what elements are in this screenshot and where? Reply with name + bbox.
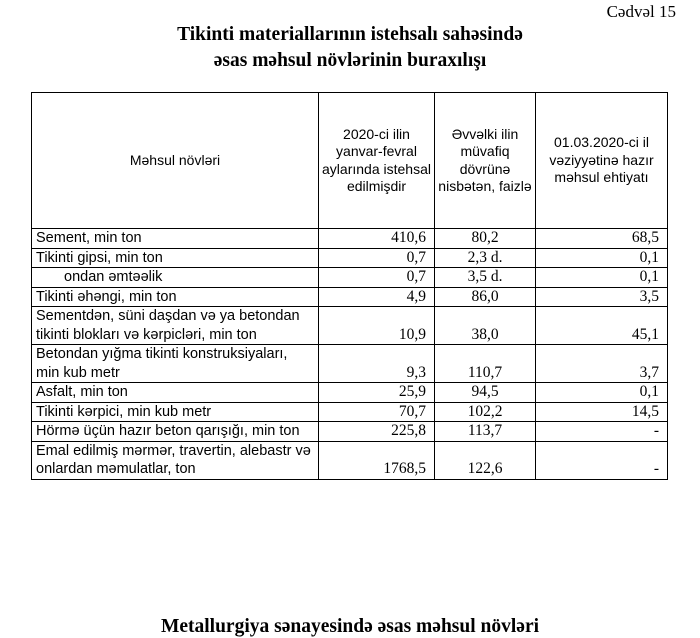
row-stock: 3,5 — [536, 287, 668, 307]
row-stock: 0,1 — [536, 383, 668, 403]
row-name: Emal edilmiş mərmər, travertin, alebastr və onlardan məmulatlar, ton — [32, 441, 319, 479]
row-produced: 10,9 — [319, 307, 435, 345]
table-row — [32, 383, 668, 403]
row-percent: 94,5 — [435, 383, 536, 403]
row-produced: 410,6 — [319, 229, 435, 249]
table-row — [32, 402, 668, 422]
row-percent: 2,3 d. — [435, 248, 536, 268]
row-percent: 38,0 — [435, 307, 536, 345]
production-table — [31, 92, 668, 480]
row-name: Tikinti gipsi, min ton — [32, 248, 319, 268]
table-title — [0, 22, 700, 74]
row-name: Tikinti kərpici, min kub metr — [32, 402, 319, 422]
row-percent: 3,5 d. — [435, 268, 536, 288]
row-stock: 68,5 — [536, 229, 668, 249]
row-percent: 86,0 — [435, 287, 536, 307]
header-produced: 2020-ci ilin yanvar-fevral aylarında istehsal edilmişdir — [319, 93, 435, 229]
header-product-types: Məhsul növləri — [32, 93, 319, 229]
row-produced: 70,7 — [319, 402, 435, 422]
row-stock: - — [536, 441, 668, 479]
row-name: Hörmə üçün hazır beton qarışığı, min ton — [32, 422, 319, 442]
row-percent: 80,2 — [435, 229, 536, 249]
row-stock: 14,5 — [536, 402, 668, 422]
row-produced: 225,8 — [319, 422, 435, 442]
row-name: Asfalt, min ton — [32, 383, 319, 403]
row-percent: 122,6 — [435, 441, 536, 479]
table-row — [32, 345, 668, 383]
row-produced: 9,3 — [319, 345, 435, 383]
table-row — [32, 229, 668, 249]
row-name: Tikinti əhəngi, min ton — [32, 287, 319, 307]
row-percent: 113,7 — [435, 422, 536, 442]
row-stock: - — [536, 422, 668, 442]
table-row — [32, 422, 668, 442]
row-name: Betondan yığma tikinti konstruksiyaları, min kub metr — [32, 345, 319, 383]
row-name: ondan əmtəəlik — [32, 268, 319, 288]
header-stock: 01.03.2020-ci il vəziyyətinə hazır məhsul ehtiyatı — [536, 93, 668, 229]
row-produced: 0,7 — [319, 248, 435, 268]
table-row — [32, 441, 668, 479]
row-name: Sement, min ton — [32, 229, 319, 249]
title-line-1: Tikinti materiallarının istehsalı sahəsində — [177, 24, 523, 45]
row-percent: 102,2 — [435, 402, 536, 422]
row-stock: 0,1 — [536, 268, 668, 288]
table-row — [32, 287, 668, 307]
table-row — [32, 268, 668, 288]
title-line-2: əsas məhsul növlərinin buraxılışı — [213, 50, 487, 71]
header-percent: Əvvəlki ilin müvafiq dövrünə nisbətən, faizlə — [435, 93, 536, 229]
table-row — [32, 307, 668, 345]
row-produced: 0,7 — [319, 268, 435, 288]
table-header-row — [32, 93, 668, 229]
row-percent: 110,7 — [435, 345, 536, 383]
row-stock: 0,1 — [536, 248, 668, 268]
table-number-label: Cədvəl 15 — [606, 2, 676, 21]
row-produced: 4,9 — [319, 287, 435, 307]
row-name: Sementdən, süni daşdan və ya betondan tikinti blokları və kərpicləri, min ton — [32, 307, 319, 345]
next-table-title-partial: Metallurgiya sənayesində əsas məhsul növləri — [160, 616, 540, 637]
row-produced: 25,9 — [319, 383, 435, 403]
row-stock: 45,1 — [536, 307, 668, 345]
row-stock: 3,7 — [536, 345, 668, 383]
row-produced: 1768,5 — [319, 441, 435, 479]
table-row — [32, 248, 668, 268]
